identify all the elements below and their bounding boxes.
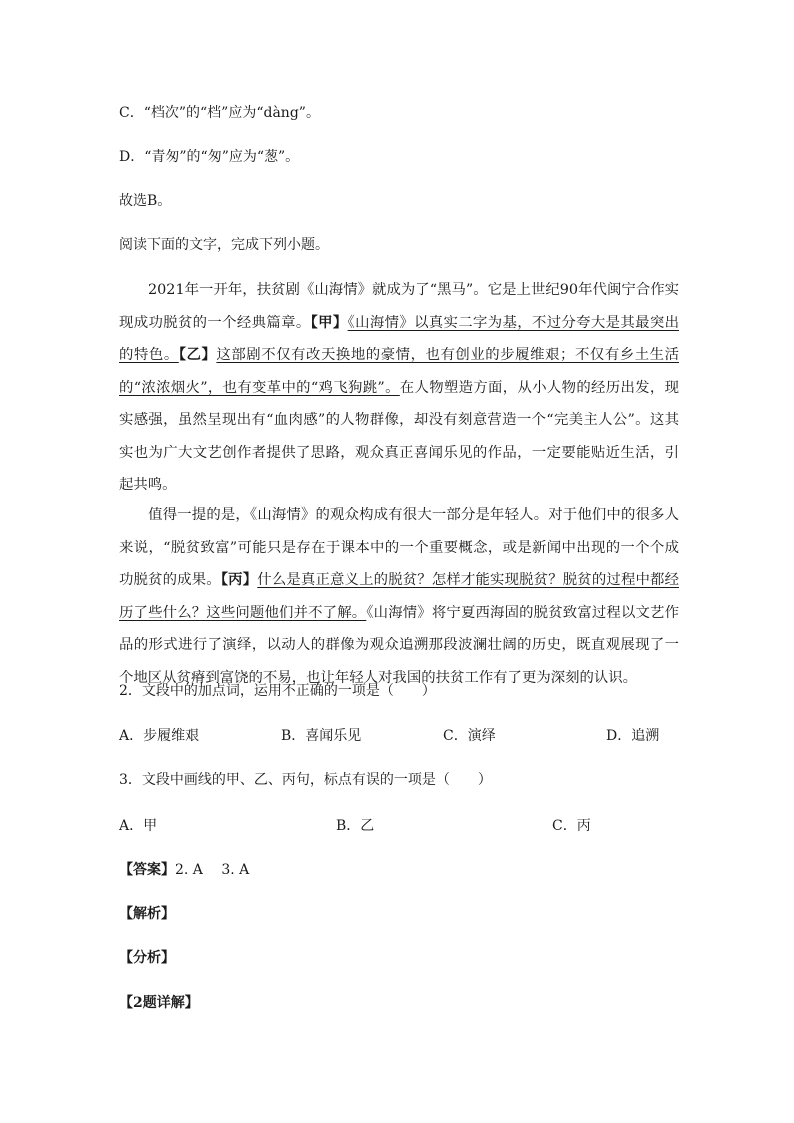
reading-instruction: 阅读下面的文字，完成下列小题。 (119, 237, 329, 253)
fenxi-heading: 【分析】 (119, 950, 175, 966)
answer-conclusion: 故选B。 (119, 193, 172, 209)
passage-paragraph-1 (119, 274, 679, 502)
answer-line (119, 860, 249, 880)
q2-detail-heading: 【2题详解】 (119, 995, 199, 1011)
q2-option-b: B．喜闻乐见 (281, 728, 362, 744)
passage-text: 2021年一开年，扶贫剧《山海情》就成为了“黑马”。它是上世纪90年代闽宁合作实现成功脱贫的一个经典篇章。 (119, 282, 679, 331)
q3-option-c: C．丙 (552, 818, 591, 834)
answer-text: 2. A 3. A (175, 862, 250, 878)
sentence-yi: 这部剧不仅有改天换地的豪情，也有创业的步履维艰；不仅有乡土生活的“浓浓烟火”，也有变革中的“鸡飞狗跳”。 (119, 347, 679, 396)
q3-option-a: A．甲 (119, 818, 158, 834)
passage-paragraph-2 (119, 499, 679, 694)
sentence-bing-marker: 【丙】 (220, 571, 258, 588)
passage-text: 在人物塑造方面，从小人物的经历出发，现实感强，虽然呈现出有“血肉感”的人物群像，却没有刻意营造一个“完美主人公”。这其实也为广大文艺创作者提供了思路，观众真正喜闻乐见的作品，一定要能贴近生活，引起共鸣。 (119, 379, 679, 493)
q2-option-c: C．演绎 (443, 728, 496, 744)
sentence-jia-marker: 【甲】 (310, 313, 348, 331)
option-d-explanation: D．“青匆”的“匆”应为“葱”。 (119, 149, 300, 165)
q2-option-a: A．步履维艰 (119, 728, 200, 744)
passage-text: 《山海情》将宁夏西海固的脱贫致富过程以文艺作品的形式进行了演绎，以动人的群像为观众追溯那段波澜壮阔的历史，既直观展现了一个地区从贫瘠到富饶的不易，也让年轻人对我国的扶贫工作有了更为深刻的认识。 (119, 604, 679, 686)
analysis-heading: 【解析】 (119, 906, 175, 922)
answer-tag: 【答案】 (119, 862, 175, 878)
sentence-jia: 《山海情》以真实二字为基，不过分夸大是其最突出的特色。 (119, 314, 679, 363)
sentence-yi-marker: 【乙】 (178, 346, 217, 363)
sentence-bing: 什么是真正意义上的脱贫？怎样才能实现脱贫？脱贫的过程中都经历了些什么？这些问题他们并不了解。 (119, 572, 679, 621)
q3-option-b: B．乙 (336, 818, 375, 834)
q2-option-d: D．追溯 (606, 728, 660, 744)
passage-text: 值得一提的是，《山海情》的观众构成有很大一部分是年轻人。对于他们中的很多人来说，“脱贫致富”可能只是存在于课本中的一个重要概念，或是新闻中出现的一个个成功脱贫的成果。 (119, 507, 679, 588)
question-3-stem: 3．文段中画线的甲、乙、丙句，标点有误的一项是（ ） (119, 772, 492, 788)
question-2-stem: 2．文段中的加点词，运用不正确的一项是（ ） (119, 683, 436, 699)
option-c-explanation: C．“档次”的“档”应为“dàng”。 (119, 105, 320, 121)
